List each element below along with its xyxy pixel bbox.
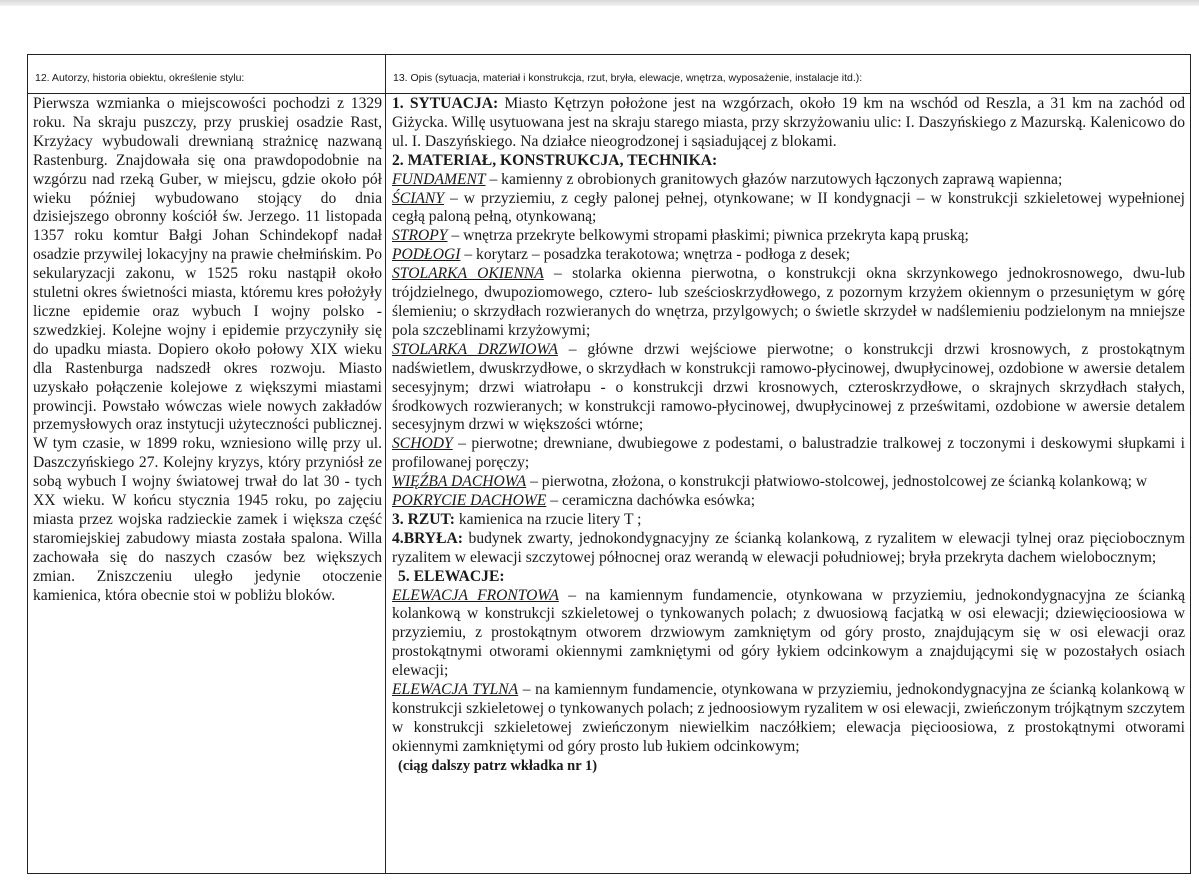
- section-heading: 2. MATERIAŁ, KONSTRUKCJA, TECHNIKA:: [392, 151, 718, 169]
- item-text: – wnętrza przekryte belkowymi stropami płaskimi; piwnica przekryta kapą pruską;: [447, 227, 969, 245]
- item-text: – pierwotne; drewniane, dwubiegowe z podestami, o balustradzie tralkowej z toczonymi i deskowymi słupkami i profilowanej poręczy;: [392, 435, 1185, 472]
- item-text: – na kamiennym fundamencie, otynkowana w przyziemiu, jednokondygnacyjna ze ścianką kolankową w konstrukcji szkieletowej o tynkowanych polach; z jednoosiowym ryzalitem w osi elewacji, zwieńczonym trójkątnym szczytem w konstrukcji szkieletowej zwieńczonym niewielkim naczółkiem; elewacja pięcioosiowa, z prostokątnymi otworami okiennymi zamkniętymi od góry prosto lub łukiem odcinkowym;: [392, 681, 1185, 755]
- section-heading: 3. RZUT:: [392, 510, 455, 528]
- item-text: – korytarz – posadzka terakotowa; wnętrza - podłoga z desek;: [460, 246, 851, 264]
- section-bryla: [392, 530, 1185, 568]
- description-column: [392, 95, 1185, 776]
- item-text: – ceramiczna dachówka esówka;: [546, 492, 756, 510]
- history-column: [33, 95, 382, 605]
- term-label: SCHODY: [392, 435, 453, 453]
- item-text: – kamienny z obrobionych granitowych głazów narzutowych łączonych zaprawą wapienna;: [485, 170, 1063, 188]
- section-rzut: [392, 511, 1185, 530]
- term-label: FUNDAMENT: [392, 170, 486, 188]
- item-elewacja-frontowa: [392, 587, 1185, 682]
- term-label: PODŁOGI: [392, 246, 461, 264]
- item-stropy: [392, 227, 1185, 246]
- term-label: STOLARKA OKIENNA: [392, 265, 544, 283]
- item-drzwi: [392, 341, 1185, 436]
- scan-top-edge: [0, 0, 1199, 6]
- item-fundament: [392, 171, 1185, 190]
- section-heading: 1. SYTUACJA:: [392, 95, 499, 112]
- item-okna: [392, 265, 1185, 341]
- item-text: – w przyziemiu, z cegły palonej pełnej, otynkowane; w II kondygnacji – w konstrukcji szkieletowej wypełnionej cegłą paloną pełną, otynkowaną;: [392, 189, 1185, 226]
- history-text: Pierwsza wzmianka o miejscowości pochodzi z 1329 roku. Na skraju puszczy, przy pruskiej osadzie Rast, Krzyżacy wybudowali drewnianą strażnicę nazwaną Rastenburg. Znajdowała się ona prawdopodobnie na wzgórzu nad rzeką Guber, w miejscu, gdzie około pół wieku później wybudowano stojący do dnia dzisiejszego obronny kościół św. Jerzego. 11 listopada 1357 roku komtur Bałgi Johan Schindekopf nadał osadzie przywilej lokacyjny na prawie chełmińskim. Po sekularyzacji zakonu, w 1525 roku nastąpił około stuletni okres świetności miasta, któremu kres położyły liczne epidemie oraz wybuch I wojny polsko - szwedzkiej. Kolejne wojny i epidemie przyczyniły się do upadku miasta. Dopiero około połowy XIX wieku dla Rastenburga nadszedł okres rozwoju. Miasto uzyskało połączenie kolejowe z większymi miastami prowincji. Powstało wówczas wiele nowych zakładów przemysłowych oraz instytucji użyteczności publicznej. W tym czasie, w 1899 roku, wzniesiono willę przy ul. Daszczyńskiego 27. Kolejny kryzys, który przyniósł ze sobą wybuch I wojny światowej trwał do lat 30 - tych XX wieku. W końcu stycznia 1945 roku, po zajęciu miasta przez wojska radzieckie zamek i większa część staromiejskiej zabudowy miasta została spalona. Willa zachowała się do naszych czasów bez większych zmian. Zniszczeniu uległo jedynie otoczenie kamienica, która obecnie stoi w pobliżu bloków.: [33, 95, 382, 604]
- description-header: 13. Opis (sytuacja, materiał i konstrukcja, rzut, bryła, elewacje, wnętrza, wyposażenie, instalacje itd.):: [393, 72, 863, 84]
- item-schody: [392, 435, 1185, 473]
- term-label: POKRYCIE DACHOWE: [392, 492, 547, 510]
- item-wiezba: [392, 473, 1185, 492]
- column-divider: [385, 55, 386, 873]
- section-text: kamienica na rzucie litery T ;: [454, 510, 642, 528]
- section-heading: 4.BRYŁA:: [392, 529, 463, 547]
- item-podlogi: [392, 246, 1185, 265]
- item-pokrycie: [392, 492, 1185, 511]
- term-label: STROPY: [392, 227, 448, 245]
- item-text: – pierwotna, złożona, o konstrukcji płatwiowo-stolcowej, jednostolcowej ze ścianką kolankową; w: [526, 473, 1148, 491]
- item-text: – stolarka okienna pierwotna, o konstrukcji okna skrzynkowego jednokrosnowego, dwu-lub trójdzielnego, dwupoziomowego, cztero- lub sześcioskrzydłowego, z pozornym krzyżem okiennym o przesuniętym w górę ślemieniu; o skrzydłach rozwieranych do wnętrza, przylgowych; o świetle skrzydeł w nadślemieniu podzielonym na mniejsze pola szczeblinami krzyżowymi;: [392, 265, 1185, 339]
- section-situation: [392, 95, 1185, 152]
- section-text: Miasto Kętrzyn położone jest na wzgórzach, około 19 km na wschód od Reszla, a 31 km na zachód od Giżycka. Willę usytuowana jest na skraju starego miasta, przy skrzyżowaniu ulic: I. Daszyńskiego z Mazurską. Kalenicowo do ul. I. Daszyńskiego. Na działce nieogrodzonej i sąsiadującej z blokami.: [392, 95, 1185, 150]
- section-heading: 5. ELEWACJE:: [398, 567, 505, 585]
- term-label: ELEWACJA FRONTOWA: [392, 586, 559, 604]
- section-text: budynek zwarty, jednokondygnacyjny ze ścianką kolankową, z ryzalitem w elewacji tylnej oraz pięciobocznym ryzalitem w elewacji szczytowej północnej oraz werandą w elewacji południowej; bryła przekryta dachem wielobocznym;: [392, 529, 1185, 566]
- item-text: – na kamiennym fundamencie, otynkowana w przyziemiu, jednokondygnacyjna ze ścianką kolankową w konstrukcji szkieletowej o tynkowanych polach; z dwuosiową facjatką w osi elewacji; dziewięcioosiowa w przyziemiu, z prostokątnym otworem drzwiowym zamkniętym od góry prosto, znajdującym się w osi elewacji oraz prostokątnymi otworami okiennymi zamkniętymi od góry łykiem odcinkowym a znajdującymi się w pozostałych osiach elewacji;: [392, 586, 1185, 680]
- term-label: ELEWACJA TYLNA: [392, 681, 519, 699]
- item-sciany: [392, 190, 1185, 228]
- header-divider: [28, 93, 1190, 94]
- item-text: – główne drzwi wejściowe pierwotne; o konstrukcji drzwi krosnowych, z prostokątnym nadświetlem, dwuskrzydłowe, o skrzydłach w konstrukcji ramowo-płycinowej, dwupłycinowej, ozdobione w awersie detalem secesyjnym; drzwi wiatrołapu - o konstrukcji drzwi krosnowych, czteroskrzydłowe, o skrajnych skrzydłach stałych, środkowych rozwieranych; w konstrukcji ramowo-płycinowej, dwupłycinowej z prześwitami, ozdobione w awersie detalem secesyjnym drzwi w większości wtórne;: [392, 340, 1185, 434]
- form-table: [27, 54, 1191, 874]
- term-label: WIĘŹBA DACHOWA: [392, 473, 527, 491]
- continuation-note: (ciąg dalszy patrz wkładka nr 1): [398, 757, 598, 774]
- term-label: ŚCIANY: [392, 189, 444, 207]
- term-label: STOLARKA DRZWIOWA: [392, 340, 558, 358]
- history-header: 12. Autorzy, historia obiektu, określenie stylu:: [35, 72, 245, 84]
- item-elewacja-tylna: [392, 681, 1185, 757]
